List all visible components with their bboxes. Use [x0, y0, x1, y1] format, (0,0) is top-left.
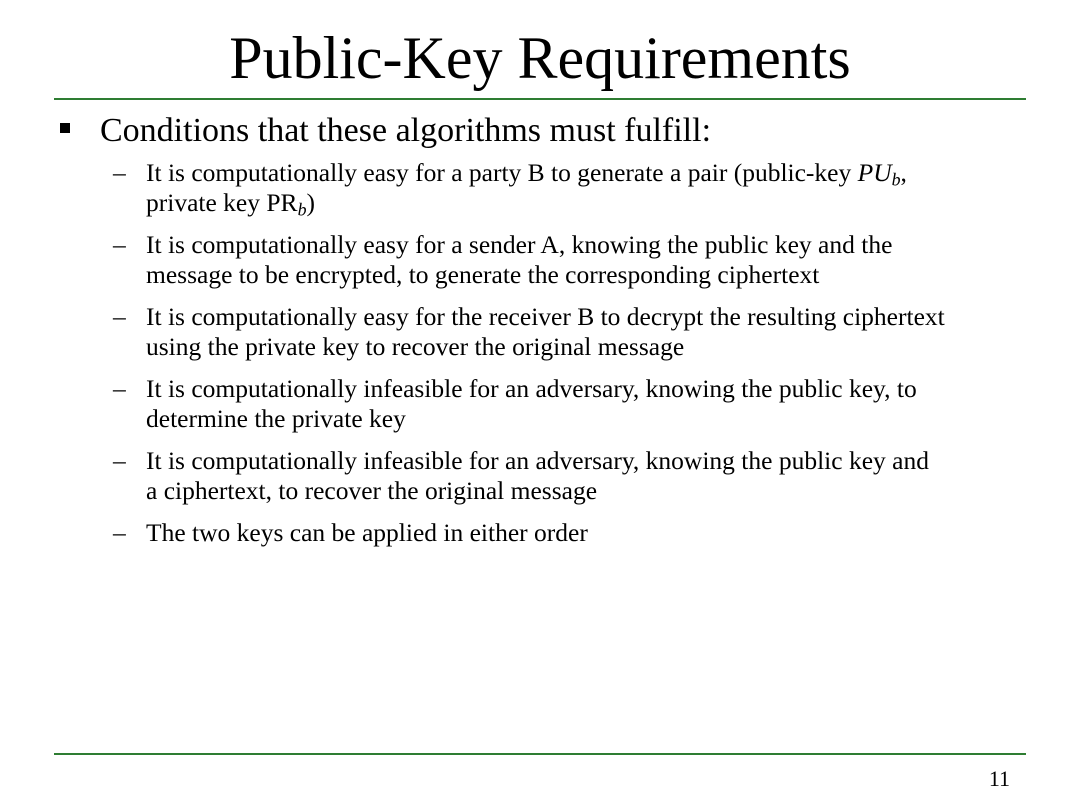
dash-bullet-icon: –: [113, 446, 126, 475]
dash-bullet-icon: –: [113, 230, 126, 259]
list-item-text: The two keys can be applied in either order: [146, 518, 588, 547]
subscript: b: [891, 169, 901, 190]
list-item: [113, 446, 946, 506]
footer-divider: [54, 753, 1026, 755]
list-item: [113, 158, 946, 220]
square-bullet-icon: [60, 123, 70, 133]
list-item-text: It is computationally easy for a party B to generate a pair (public-key: [146, 158, 858, 187]
dash-bullet-icon: –: [113, 158, 126, 187]
dash-bullet-icon: –: [113, 302, 126, 331]
slide-title: Public-Key Requirements: [229, 25, 851, 91]
subscript-letter: b: [297, 199, 307, 220]
list-item-text: It is computationally infeasible for an adversary, knowing the public key, to determine the private key: [146, 374, 917, 433]
list-item-text: ): [306, 188, 315, 217]
main-bullet-text: Conditions that these algorithms must fulfill:: [100, 112, 712, 149]
list-item: [113, 374, 946, 434]
public-key-symbol: $PU_b$: [857, 158, 901, 190]
list-item: [113, 302, 946, 362]
list-item-text: , private key PR: [146, 158, 907, 217]
list-item: [113, 518, 946, 548]
list-item-text: It is computationally easy for a sender A, knowing the public key and the message to be encrypted, to generate the corresponding ciphertext: [146, 230, 893, 289]
list-item: [113, 230, 946, 290]
dash-bullet-icon: –: [113, 374, 126, 403]
list-item-text: It is computationally easy for the receiver B to decrypt the resulting ciphertext using the private key to recover the original message: [146, 302, 945, 361]
list-item-text: It is computationally infeasible for an adversary, knowing the public key and a ciphertext, to recover the original message: [146, 446, 929, 505]
page-number: 11: [988, 766, 1010, 791]
dash-bullet-icon: –: [113, 518, 126, 547]
requirements-list: [113, 158, 946, 560]
title-divider: [54, 98, 1026, 100]
